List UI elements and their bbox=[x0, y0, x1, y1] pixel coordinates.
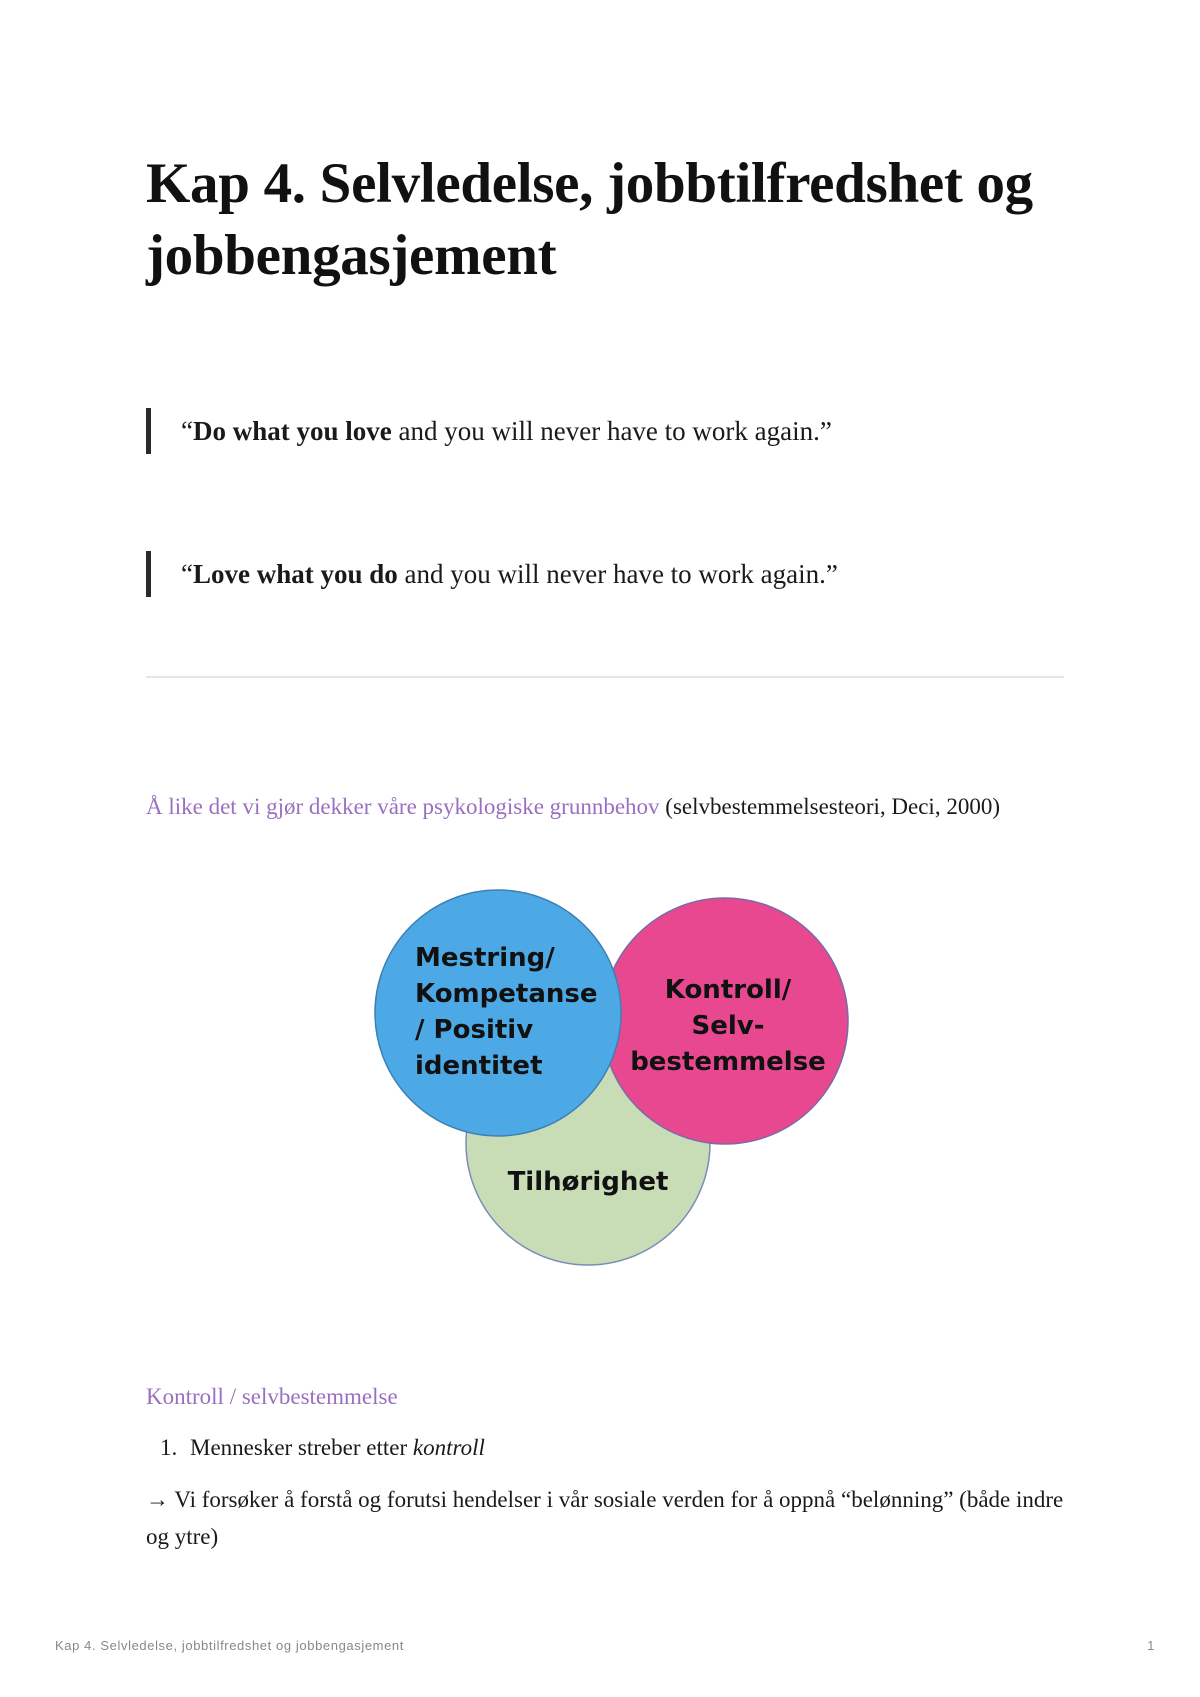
footer-title: Kap 4. Selvledelse, jobbtilfredshet og jobbengasjement bbox=[55, 1638, 404, 1653]
body-paragraph: → Vi forsøker å forstå og forutsi hendelser i vår sosiale verden for å oppnå “belønning” (både indre og ytre) bbox=[146, 1487, 1064, 1549]
quote-text: and you will never have to work again.” bbox=[397, 559, 838, 589]
quote-bold-text: Love what you do bbox=[192, 559, 398, 589]
intro-paragraph bbox=[146, 788, 1066, 825]
blockquote-1 bbox=[146, 408, 1081, 454]
intro-highlight: Å like det vi gjør dekker våre psykologiske grunnbehov bbox=[146, 794, 660, 819]
list-number: 1. bbox=[160, 1435, 178, 1460]
horizontal-divider bbox=[146, 676, 1064, 678]
section-heading: Kontroll / selvbestemmelse bbox=[146, 1384, 398, 1409]
page-title: Kap 4. Selvledelse, jobbtilfredshet og jobbengasjement bbox=[146, 152, 1033, 287]
list-text: Mennesker streber etter bbox=[190, 1435, 413, 1460]
page-footer bbox=[55, 1638, 1155, 1653]
circle-mestring bbox=[375, 890, 621, 1136]
mestring-line-4: identitet bbox=[415, 1051, 543, 1081]
kontroll-line-1: Kontroll/ bbox=[664, 975, 792, 1005]
page-number: 1 bbox=[1147, 1638, 1155, 1653]
intro-citation: (selvbestemmelsesteori, Deci, 2000) bbox=[659, 794, 1000, 819]
mestring-line-3: / Positiv bbox=[415, 1015, 534, 1045]
quote-open-mark: “ bbox=[181, 416, 193, 446]
kontroll-line-3: bestemmelse bbox=[630, 1047, 826, 1077]
blockquote-2 bbox=[146, 551, 1081, 597]
quote-text: and you will never have to work again.” bbox=[391, 416, 832, 446]
mestring-line-2: Kompetanse bbox=[415, 979, 598, 1009]
kontroll-line-2: Selv- bbox=[691, 1011, 765, 1041]
venn-diagram bbox=[370, 888, 860, 1278]
list-item bbox=[160, 1431, 485, 1465]
mestring-line-1: Mestring/ bbox=[415, 943, 555, 973]
tilhorighet-label: Tilhørighet bbox=[507, 1167, 669, 1197]
quote-open-mark: “ bbox=[181, 559, 193, 589]
list-italic-text: kontroll bbox=[412, 1435, 485, 1460]
quote-bold-text: Do what you love bbox=[192, 416, 392, 446]
